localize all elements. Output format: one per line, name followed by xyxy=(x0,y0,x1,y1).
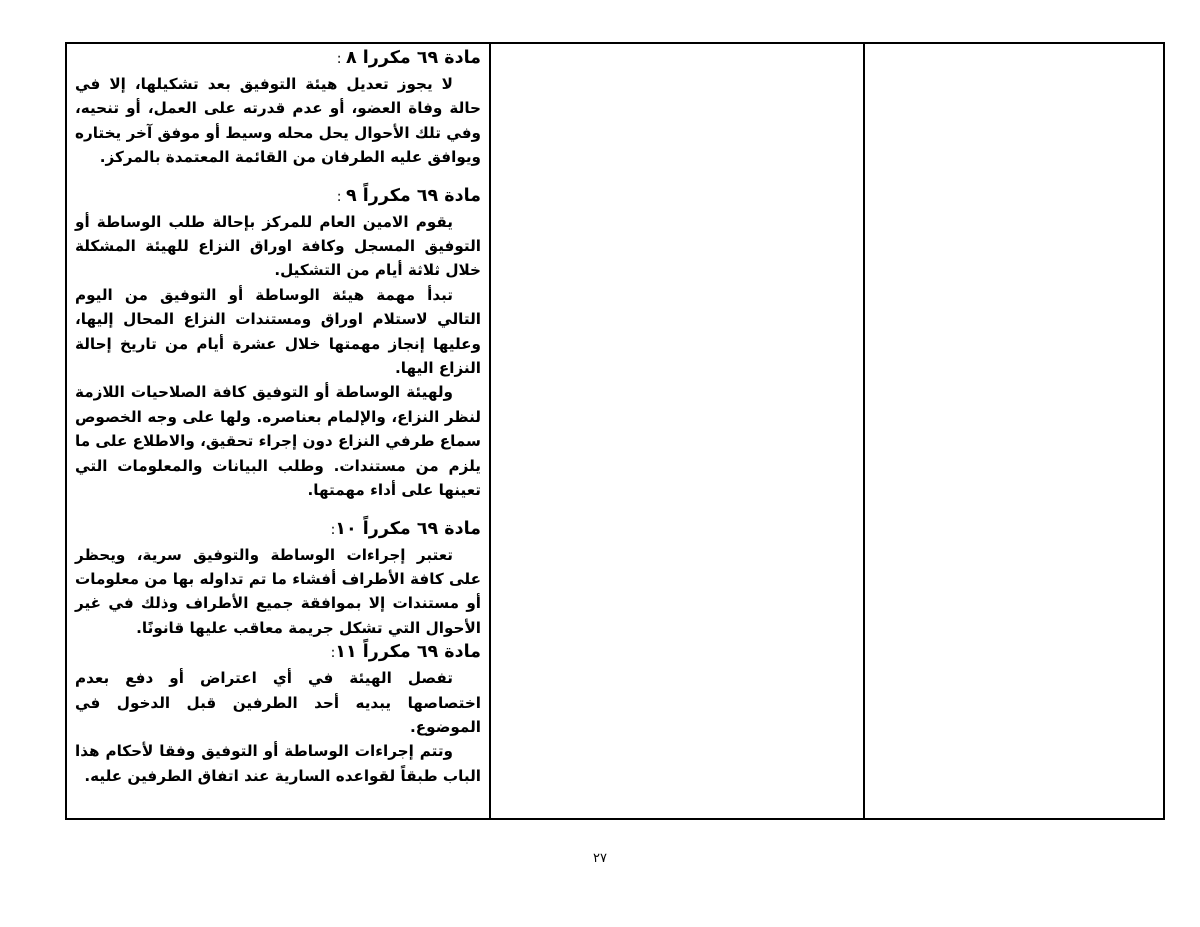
article-heading: مادة ٦٩ مكرراً ٩ : xyxy=(336,185,481,206)
article-paragraph: ولهيئة الوساطة أو التوفيق كافة الصلاحيات اللازمة لنظر النزاع، والإلمام بعناصره. ولها على وجه الخصوص سماع طرفي النزاع دون إجراء تحقيق، والاطلاع على ما يلزم من مستندات. وطلب البيانات والمعلومات التي تعينها على أداء مهمتها. xyxy=(75,383,481,500)
article-heading: مادة ٦٩ مكرراً ١١: xyxy=(330,642,481,663)
article-heading: مادة ٦٩ مكررا ٨ : xyxy=(336,48,481,68)
page-number: ٢٧ xyxy=(593,851,607,866)
article-paragraph: يقوم الامين العام للمركز بإحالة طلب الوساطة أو التوفيق المسجل وكافة اوراق النزاع للهيئة المشكلة خلال ثلاثة أيام من التشكيل. xyxy=(75,212,481,280)
document-table xyxy=(65,42,1165,820)
article-paragraph: تفصل الهيئة في أي اعتراض أو دفع بعدم اختصاصها يبديه أحد الطرفين قبل الدخول في الموضوع. xyxy=(75,669,481,736)
article-paragraph: وتتم إجراءات الوساطة أو التوفيق وفقا لأحكام هذا الباب طبقاً لقواعده السارية عند اتفاق الطرفين عليه. xyxy=(75,742,481,785)
article-paragraph: لا يجوز تعديل هيئة التوفيق بعد تشكيلها، إلا في حالة وفاة العضو، أو عدم قدرته على العمل، أو تنحيه، وفي تلك الأحوال يحل محله وسيط أو موفق آخر يختاره ويوافق عليه الطرفان من القائمة المعتمدة بالمركز. xyxy=(75,75,481,167)
table-column-middle xyxy=(489,44,863,818)
table-column-text xyxy=(67,44,489,818)
article-heading: مادة ٦٩ مكرراً ١٠: xyxy=(330,518,481,539)
article-paragraph: تبدأ مهمة هيئة الوساطة أو التوفيق من اليوم التالي لاستلام اوراق ومستندات النزاع المحال إليها، وعليها إنجاز مهمتها خلال عشرة أيام من تاريخ إحالة النزاع اليها. xyxy=(75,285,481,378)
article-paragraph: تعتبر إجراءات الوساطة والتوفيق سرية، ويحظر على كافة الأطراف أفشاء ما تم تداوله بها من معلومات أو مستندات إلا بموافقة جميع الأطراف وذلك في غير الأحوال التي تشكل جريمة معاقب عليها قانونًا. xyxy=(75,545,481,637)
table-column-right xyxy=(863,44,1163,818)
